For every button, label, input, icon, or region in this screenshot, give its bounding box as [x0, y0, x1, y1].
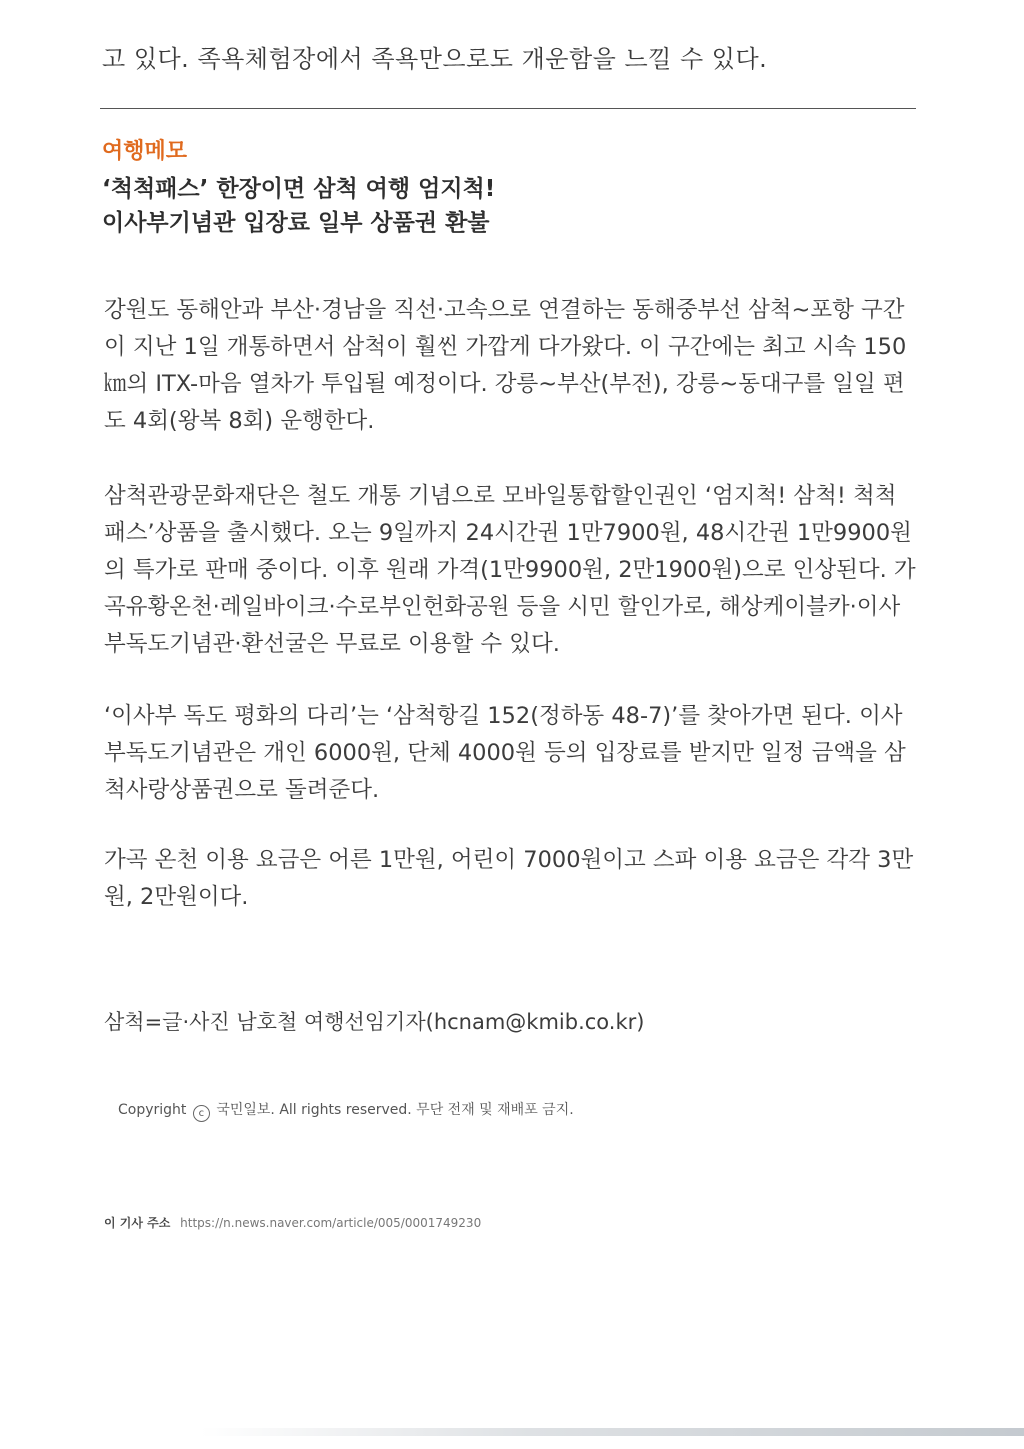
- paragraph-railway: 강원도 동해안과 부산·경남을 직선·고속으로 연결하는 동해중부선 삼척~포항 구간이 지난 1일 개통하면서 삼척이 훨씬 가깝게 다가왔다. 이 구간에는 최고 시속 150㎞의 ITX-마음 열차가 투입될 예정이다. 강릉~부산(부전), 강릉~동대구를 일일 편도 4회(왕복 8회) 운행한다.: [104, 297, 907, 434]
- copyright-notice: [118, 1098, 574, 1122]
- paragraph-hot-spring: 가곡 온천 이용 요금은 어른 1만원, 어린이 7000원이고 스파 이용 요금은 각각 3만원, 2만원이다.: [104, 847, 914, 910]
- memo-headline-2: 이사부기념관 입장료 일부 상품권 환불: [102, 210, 490, 236]
- scan-edge-shadow: [200, 1428, 1024, 1436]
- intro-line: 고 있다. 족욕체험장에서 족욕만으로도 개운함을 느낄 수 있다.: [102, 45, 768, 73]
- travel-memo-label: 여행메모: [102, 139, 188, 164]
- copyright-prefix: Copyright: [118, 1102, 187, 1118]
- article-url-label: 이 기사 주소: [104, 1216, 171, 1230]
- byline: 삼척=글·사진 남호철 여행선임기자(hcnam@kmib.co.kr): [104, 1010, 645, 1034]
- memo-headline-1: ‘척척패스’ 한장이면 삼척 여행 엄지척!: [102, 176, 496, 202]
- section-divider: [100, 108, 916, 109]
- article-url-row: [104, 1212, 481, 1234]
- paragraph-bridge: ‘이사부 독도 평화의 다리’는 ‘삼척항길 152(정하동 48-7)’를 찾아가면 된다. 이사부독도기념관은 개인 6000원, 단체 4000원 등의 입장료를 받지만 일정 금액을 삼척사랑상품권으로 돌려준다.: [104, 703, 906, 803]
- paragraph-pass: 삼척관광문화재단은 철도 개통 기념으로 모바일통합할인권인 ‘엄지척! 삼척! 척척패스’상품을 출시했다. 오는 9일까지 24시간권 1만7900원, 48시간권 1만9900원의 특가로 판매 중이다. 이후 원래 가격(1만9900원, 2만1900원)으로 인상된다. 가곡유황온천·레일바이크·수로부인헌화공원 등을 시민 할인가로, 해상케이블카·이사부독도기념관·환선굴은 무료로 이용할 수 있다.: [104, 483, 916, 657]
- copyright-text: 국민일보. All rights reserved. 무단 전재 및 재배포 금지.: [216, 1102, 574, 1118]
- copyright-icon: c: [193, 1105, 210, 1122]
- article-url-link[interactable]: https://n.news.naver.com/article/005/0001749230: [180, 1216, 482, 1230]
